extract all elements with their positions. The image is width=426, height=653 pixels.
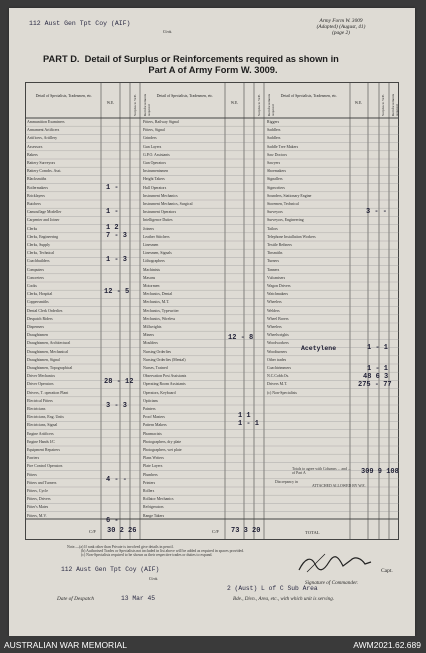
trade-row: Fitters, Cycle [27,489,48,493]
trade-row: Camouflage Modeller [27,210,62,215]
trade-row: Surveyors, Engineering [267,218,304,223]
trade-row: Nurses, Trained [143,366,168,370]
trade-row: Coppersmiths [27,300,49,305]
trade-row: Blacksmiths [27,177,47,182]
trade-row: Mechanics, M.T. [143,300,170,305]
sub-area: 2 (Aust) L of C Sub Area [227,585,318,592]
header-surplus-1: Surplus to W.E. [133,94,137,116]
trade-row: Masons [143,275,156,280]
trade-row: Clerks [27,226,38,231]
form-ref-line1: Army Form W. 3009 [319,18,363,24]
trade-row: Draughtsmen [27,333,48,338]
trade-row: Millwrights [143,325,162,329]
trade-row: Clerks, Technical [27,251,55,256]
trade-row: Signwriters [267,185,285,190]
header-detail-3: Detail of Specialists, Tradesmen, etc. [280,94,338,98]
trade-row: Surveyors [267,210,283,215]
trade-row: Photographers, wet plate [143,448,182,452]
trade-row: N.C.Cobb.Os. [267,374,290,379]
totals-agree-values: 309 9 108 [361,468,399,476]
trade-row: Plate Layers [143,464,163,469]
trade-row: Observation Post Assistants [143,374,187,379]
trade-row: Tanners [267,267,280,272]
trade-row: Saddlers [267,136,281,141]
entry-nco: 48 6 3 [363,373,389,381]
trade-row: Tinsmiths [267,251,283,256]
trade-row: Dispensers [27,325,45,329]
trade-row: (c) Non-Specialists [267,390,297,395]
page-title [43,54,383,76]
trade-row: Operators, Keyboard [143,390,176,395]
trade-row: Sawyers [267,161,281,165]
header-surplus-3: Surplus to W.E. [381,94,385,116]
commander-signature [295,552,375,576]
trade-row: Electrical Fitters [27,398,53,403]
cf-values-1: 30 2 26 [107,527,137,535]
trade-row: Fitters and Turners [27,480,57,485]
trade-row: Textile Refiners [267,243,292,247]
entry-fitters: 4 - - [106,476,128,484]
trade-row: Armament Artificers [27,128,60,133]
trade-row: Instrumentsmen [143,169,169,174]
header-we-3: W.E. [354,101,363,105]
trade-row: Driver Operators [27,382,54,387]
note-a: Note.—(a) If rank other than Private is involved give details in pencil. [67,545,174,549]
totals-agree-note: Totals to agree with Columns ... and ... of Part A [292,467,351,476]
trade-row: Moulders [143,341,158,346]
trade-row: Draughtsmen, Topographical [27,366,73,370]
trade-row: Dental Clerk Orderlies [27,308,63,313]
trade-row: Clerks, Engineering [27,234,59,239]
trade-row: Draughtsmen, Mechanical [27,349,69,354]
trade-row: Clerks, Hospital [27,292,53,297]
trade-row: Concreters [27,275,44,280]
trade-row: Turners [267,259,279,264]
form-ref-line3: (page 2) [332,30,350,36]
trade-row: Ammunition Examiners [27,120,65,124]
trade-row: Operating Room Assistants [143,382,186,387]
entry-coachtrimmers: 1 - 1 [367,365,389,373]
trade-row: Fitters [27,472,37,477]
trade-row: Fitters, Railway Signal [143,120,179,124]
trade-row: Rollator Mechanics [143,497,174,502]
entry-storemen: 3 - - [366,208,388,216]
trade-row: Driver Mechanics [27,374,55,379]
header-reinf-2: Reinforcements required [267,93,275,116]
trade-row: Linesmen, Signals [143,251,172,256]
trade-row: Instrument Mechanics, Surgical [143,202,193,206]
total-label: TOTAL [305,530,320,535]
trade-row: Wheelers [267,300,282,305]
trade-row: Engine Hands I/C [27,439,55,444]
despatch-date-label: Date of Despatch [57,596,95,602]
archive-footer [0,636,426,653]
trade-row: Intelligence Duties [143,218,173,223]
trade-row: Miners [143,333,155,338]
trade-row: Leather Stitchers [143,234,170,239]
trade-row: Computers [27,267,45,272]
footer-institution: AUSTRALIAN WAR MEMORIAL [4,640,127,650]
header-surplus-2: Surplus to W.E. [257,94,261,116]
unit-label: Unit. [163,29,173,34]
trade-row: Fitters, Signal [143,128,165,133]
sub-area-label: Bde., Divn., Area, etc., with which unit is serving. [233,596,335,602]
commander-label: Signature of Commander. [305,580,358,586]
trade-row: Artificers, Artillery [27,136,58,141]
trade-row: Fitters, M.V. [27,513,47,518]
trade-row: G.P.O. Assistants [143,152,170,157]
form-ref-line2: (Adapted) (August, 41) [316,24,366,30]
trade-row: Motormen [143,284,160,288]
entry-elec-pair1: 1 1 [238,412,251,420]
trade-row: Joiners [143,226,155,231]
trade-row: Coachbuilders [27,259,50,264]
entry-elec-fitters: 3 - 3 [106,402,128,410]
trade-row: Electricians [27,407,46,411]
trade-row: Instrument Mechanics [143,193,178,198]
attached-label: ATTACHED ALLOWED BY W.E. [312,484,366,488]
trade-row: Clerks, Supply [27,243,51,247]
trade-row: Sounders, Stationary Engine [267,193,312,198]
trade-row: Plumbers [143,472,158,477]
trade-row: Grinders [143,136,157,141]
entry-welders: 1 - 1 [367,344,389,352]
trade-row: Coachtrimmers [267,366,291,370]
trade-row: Fitter's Mates [27,505,49,510]
trade-row: Pharmacists [143,431,162,436]
trade-row: Painters [143,407,156,411]
trade-row: Bakers [27,152,38,157]
trade-row: Nursing Orderlies [143,349,171,354]
trade-row: Proof Masters [143,415,165,420]
trade-row: Boilermakers [27,185,48,190]
sig-unit: 112 Aust Gen Tpt Coy (AIF) [61,566,160,573]
entry-carpenter: 1 2 [106,224,119,232]
trade-row: Despatch Riders [27,316,53,321]
trade-row: Carpenter and Joiner [27,218,60,223]
trade-row: Storemen, Technical [267,202,299,206]
header-we-1: W.E. [106,101,115,105]
trade-row: Butchers [27,202,41,206]
entry-clerks: 7 - 3 [106,232,128,240]
cf-values-2: 73 3 20 [231,527,261,535]
note-c: (c) Non-Specialists required to be shown as their respective trades or duties to expand. [81,553,213,558]
trade-row: Mechanics, Wireless [143,316,176,321]
entry-cooks: 12 - 5 [104,288,130,296]
trade-row: Welders [267,308,280,313]
trade-row: Fitters, Drivers [27,497,51,502]
header-reinf-1: Reinforcements required [143,93,151,116]
trade-row: Drivers, T. operation Plant [27,390,69,395]
trade-row: Fire Control Operators [27,464,63,469]
trade-row: Saddle Tree Makers [267,144,299,149]
trade-row: Engine Artificers [27,431,54,436]
trade-row: Wheel Borers [267,316,289,321]
trade-row: Saw Doctors [267,152,287,157]
entry-blacksmiths: 1 - [106,184,119,192]
entry-elec-pair2: 1 - 1 [238,420,260,428]
trade-row: Opticians [143,398,158,403]
entry-clerks-tech: 1 - 3 [106,256,128,264]
trade-row: Range Takers [143,513,165,518]
trade-row: Wheelers [267,325,282,329]
discrepancy-label: Discrepancy in [275,480,298,484]
title-line2: Part A of Army Form W. 3009. [148,65,278,75]
entry-drivers-mt: 275 - 77 [358,381,392,389]
trade-row: Bricklayers [27,193,45,198]
trade-row: Drivers M.T. [267,382,288,387]
trade-row: Battery Surveyors [27,161,56,165]
trade-row: Electricians, Eng. Units [27,415,64,420]
header-we-2: W.E. [230,101,239,105]
unit-header: 112 Aust Gen Tpt Coy (AIF) [29,20,131,27]
trade-row: Electricians, Signal [27,423,58,428]
trade-row: Shoemakers [267,169,287,174]
trade-row: Saddlers [267,128,281,133]
trade-row: Plans Writers [143,456,164,461]
header-detail-2: Detail of Specialists, Tradesmen, etc. [156,94,214,98]
trade-row: Mechanics, Typewriter [143,308,179,313]
trade-row: Height Takers [143,177,165,182]
trade-row: Nursing Orderlies (Mental) [143,357,186,362]
trade-row: Wheelwrights [267,333,289,338]
despatch-date: 13 Mar 45 [121,595,156,602]
entry-welders-name: Acetylene [301,345,337,352]
entry-butchers: 1 - [106,208,119,216]
trade-row: Pattern Makers [143,423,167,428]
trade-row: Battery Comdrs. Asst. [27,169,62,174]
trade-row: Printers [143,480,156,485]
trade-row: Gun Layers [143,144,162,149]
trade-row: Linesmen [143,243,159,247]
sig-unit-label: Unit. [149,576,159,581]
trade-row: Refrigerators [143,505,164,510]
trade-row: Rollers [143,489,155,493]
cf-label-2: C/F [212,529,219,534]
note-b: (b) Authorised Trades or Specialists not included in list above will be added as required in spaces provided. [81,549,245,554]
trade-row: Woodturners [267,349,287,354]
trade-row: Gun Operators [143,161,167,165]
trade-row: Riggers [267,120,280,124]
trade-row: Draughtsmen, Signal [27,357,60,362]
trade-row: Woodworkers [267,341,289,346]
trade-row: Lithographers [143,259,165,264]
trade-row: Draughtsmen, Architectural [27,341,71,346]
sig-rank: Capt. [381,568,393,574]
trade-row: Assessors [27,144,43,149]
form-reference [301,18,381,36]
header-detail-1: Detail of Specialists, Tradesmen, etc. [35,94,93,98]
trade-row: Telephone Installation Workers [267,234,316,239]
title-line1: Detail of Surplus or Reinforcements required as shown in [84,54,339,64]
trade-row: Cooks [27,284,37,288]
footer-accession: AWM2021.62.689 [353,640,421,650]
trade-row: Equipment Repairers [27,448,60,452]
form-page [9,8,415,636]
trade-row: Tailors [267,226,278,231]
trade-row: Hull Operators [143,185,167,190]
trade-row: Machinists [143,267,161,272]
entry-fitters-mv: 6 - [106,517,119,525]
entry-mech-mt: 12 - 8 [228,334,254,342]
trade-row: Farriers [27,456,40,461]
trade-row: Wagon Drivers [267,284,291,288]
title-part: PART D. [43,54,80,64]
trade-row: Vulcanisers [267,275,286,280]
cf-label-1: C/F [89,529,96,534]
trade-row: Mechanics, Dental [143,292,173,297]
entry-driver-mech: 28 - 12 [104,378,134,386]
trade-row: Signallers [267,177,283,182]
trade-row: Photographers, dry plate [143,439,182,444]
header-reinf-3: Reinforcements required [391,93,399,116]
trade-row: Watchmakers [267,292,289,297]
trade-row: Other trades [267,357,287,362]
trade-row: Instrument Operators [143,210,177,215]
